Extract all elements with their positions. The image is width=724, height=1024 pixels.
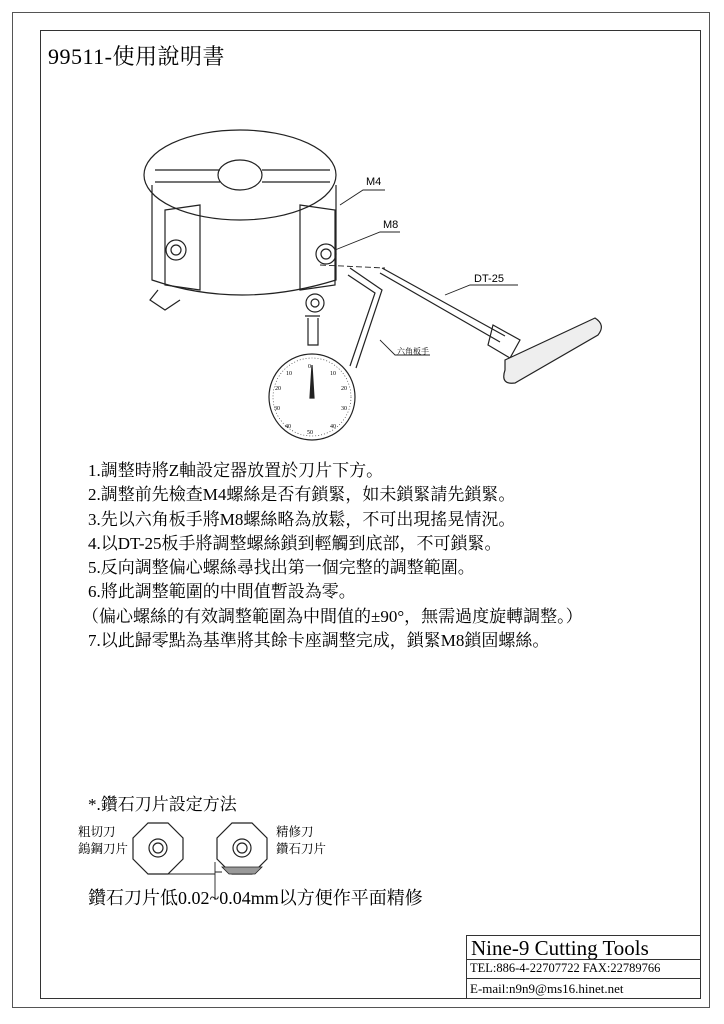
callout-m4: M4 xyxy=(366,176,382,188)
company-name: Nine-9 Cutting Tools xyxy=(471,936,649,960)
contact-email: E-mail:n9n9@ms16.hinet.net xyxy=(470,981,624,996)
dial-label: 20 xyxy=(275,386,281,392)
step-2: 2.調整前先檢查M4螺絲是否有鎖緊，如未鎖緊請先鎖緊。 xyxy=(88,485,516,505)
callout-m8: M8 xyxy=(383,219,399,231)
callout-hex-wrench: 六角板手 xyxy=(397,347,429,356)
cutter-body xyxy=(144,130,336,312)
insert-setting-heading: *.鑽石刀片設定方法 xyxy=(88,795,237,814)
title-block xyxy=(466,935,701,999)
hex-wrench xyxy=(348,268,382,368)
dial-label: 0 xyxy=(308,364,311,370)
callout-dt25: DT-25 xyxy=(474,273,504,285)
page-title: 99511-使用說明書 xyxy=(48,44,226,69)
instruction-steps xyxy=(82,459,583,653)
dial-indicator xyxy=(269,316,355,440)
dial-label: 10 xyxy=(330,371,336,377)
step-7: 7.以此歸零點為基準將其餘卡座調整完成，鎖緊M8鎖固螺絲。 xyxy=(88,631,550,651)
dial-label: 20 xyxy=(341,386,347,392)
step-1: 1.調整時將Z軸設定器放置於刀片下方。 xyxy=(88,461,384,480)
dial-label: 40 xyxy=(330,424,336,430)
finish-insert-label: 精修刀 xyxy=(276,825,314,839)
dial-label: 40 xyxy=(285,424,291,430)
dial-label: 30 xyxy=(341,406,347,412)
step-4: 4.以DT-25板手將調整螺絲鎖到輕觸到底部，不可鎖緊。 xyxy=(88,533,502,553)
step-6-note: （偏心螺絲的有效調整範圍為中間值的±90°，無需過度旋轉調整。） xyxy=(82,606,583,626)
step-3: 3.先以六角板手將M8螺絲略為放鬆，不可出現搖晃情況。 xyxy=(88,509,516,529)
contact-tel-fax: TEL:886-4-22707722 FAX:22789766 xyxy=(470,961,661,975)
divider xyxy=(467,959,700,960)
step-5: 5.反向調整偏心螺絲尋找出第一個完整的調整範圍。 xyxy=(88,558,475,578)
dial-label: 50 xyxy=(307,430,313,436)
divider xyxy=(467,978,700,979)
dial-label: 10 xyxy=(286,371,292,377)
insert-caption: 鑽石刀片低0.02~0.04mm以方便作平面精修 xyxy=(88,888,423,908)
rough-insert-material: 鎢鋼刀片 xyxy=(78,842,129,856)
dial-label: 30 xyxy=(274,406,280,412)
finish-insert-material: 鑽石刀片 xyxy=(276,842,327,856)
rough-insert-label: 粗切刀 xyxy=(78,825,116,839)
step-6: 6.將此調整範圍的中間值暫設為零。 xyxy=(88,582,356,602)
